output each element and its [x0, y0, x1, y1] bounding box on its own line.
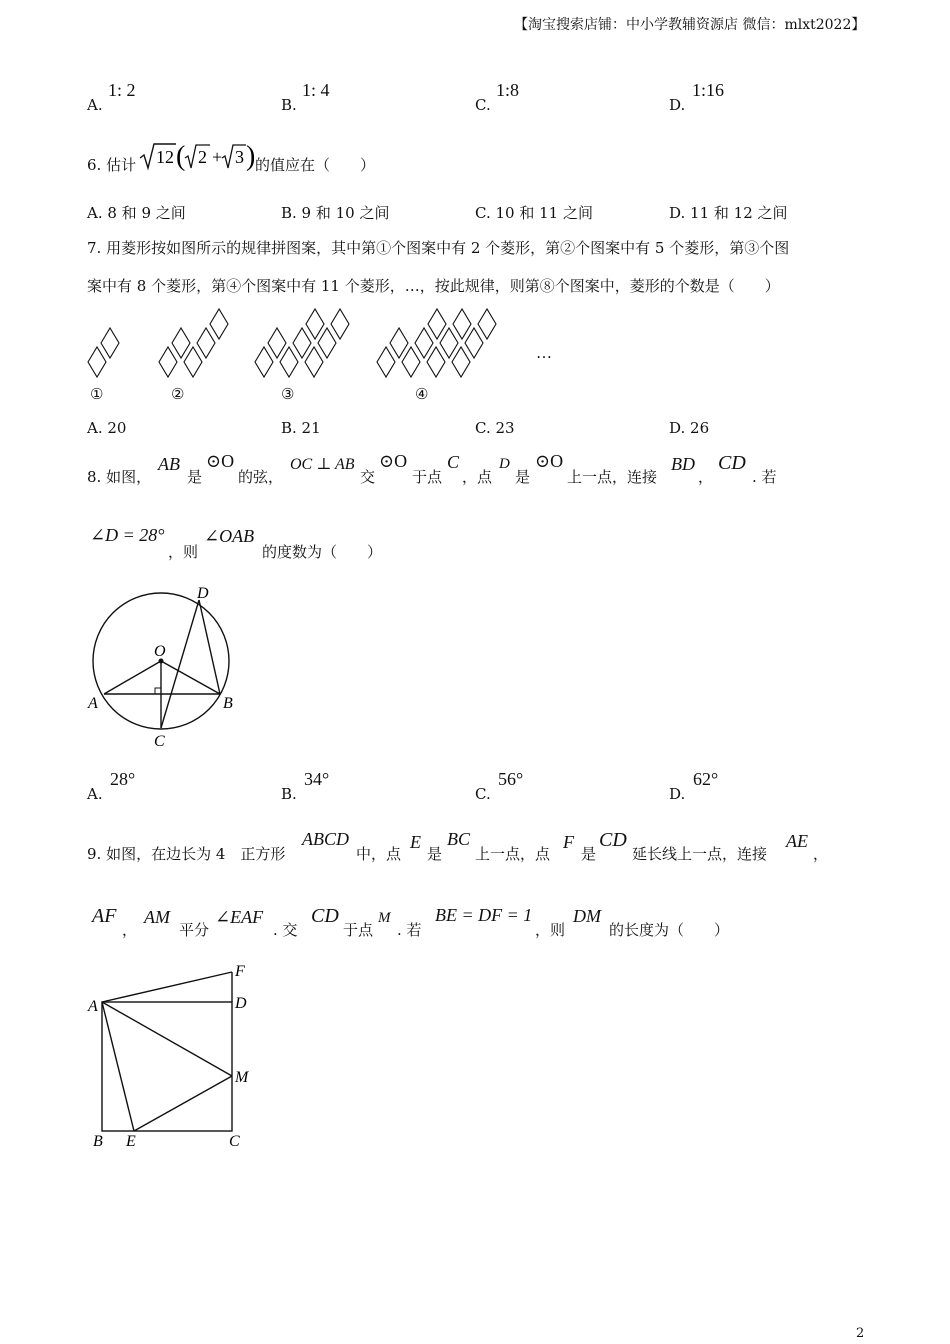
svg-text:(: ( [176, 141, 186, 172]
q9-p6: 延长线上一点，连接 [632, 845, 768, 863]
q9-label-E: E [126, 1133, 136, 1150]
q9-CD2: CD [311, 905, 339, 927]
q8-shangyidian: 上一点，连接 [567, 468, 658, 486]
q6-radicand-12: 12 [156, 147, 174, 167]
q7-label-2: ② [171, 385, 185, 403]
q9-AF: AF [92, 905, 117, 927]
q8-shi2: 是 [515, 468, 531, 486]
q8-label-C: C [154, 733, 165, 750]
q8-OC-perp-AB: OC ⊥ AB [290, 456, 355, 473]
q9-p2: 中，点 [356, 845, 402, 863]
q8-ruo: . 若 [752, 468, 777, 486]
q9-square-figure [84, 958, 264, 1154]
header-text: 【淘宝搜索店铺：中小学教辅资源店 微信：mlxt2022】 [514, 17, 866, 33]
q8-option-a-label: A. [87, 785, 103, 803]
q9-DM: DM [573, 906, 601, 926]
q8-label-O: O [154, 643, 166, 660]
q7-line2: 案中有 8 个菱形，第④个图案中有 11 个菱形，…，按此规律，则第⑧个图案中，菱形的个数是（ ） [87, 277, 780, 295]
q8-ze: ，则 [168, 543, 199, 561]
q9-p5: 是 [581, 845, 597, 863]
q9-p10: . 交 [273, 921, 298, 939]
q8-label-D: D [197, 585, 209, 602]
q5-option-b-value: 1: 4 [302, 80, 330, 100]
q9-F: F [563, 832, 574, 852]
q5-option-b-label: B. [281, 96, 297, 114]
q8-comma: ， [698, 468, 714, 486]
q9-label-B: B [93, 1133, 103, 1150]
q7-pattern-2 [159, 309, 228, 377]
q6-option-a: A. 8 和 9 之间 [87, 204, 186, 222]
q8-label-A: A [88, 695, 98, 712]
q9-p13: ，则 [535, 921, 566, 939]
q6-radicand-2: 2 [198, 147, 207, 167]
q8-comma-dian: ，点 [462, 468, 493, 486]
q8-option-b-label: B. [281, 785, 297, 803]
q7-option-a: A. 20 [87, 419, 127, 437]
page-number: 2 [856, 1326, 865, 1341]
q5-option-a-label: A. [87, 96, 103, 114]
q9-p4: 上一点，点 [475, 845, 551, 863]
q8-circleO2: ⊙O [379, 451, 408, 471]
q7-label-1: ① [90, 385, 104, 403]
q9-ABCD: ABCD [302, 829, 349, 849]
q9-square-ABCD [102, 1002, 232, 1131]
q7-pattern-4 [377, 309, 496, 377]
q5-option-c-label: C. [475, 96, 491, 114]
q8-option-d-label: D. [669, 785, 686, 803]
q6-suffix: 的值应在（ ） [255, 156, 376, 174]
q9-label-F: F [235, 963, 245, 980]
svg-text:): ) [246, 141, 256, 172]
q8-option-c-label: C. [475, 785, 491, 803]
q6-radical-expression [138, 138, 256, 172]
q8-dushu: 的度数为（ ） [262, 543, 383, 561]
q8-D: D [499, 456, 510, 472]
q8-angle-D: ∠D = 28° [90, 525, 165, 545]
q5-option-a-value: 1: 2 [108, 80, 136, 100]
q9-p1: 9. 如图，在边长为 4 正方形 [87, 845, 286, 863]
q9-label-M: M [235, 1069, 249, 1086]
q8-option-a-value: 28° [110, 769, 136, 789]
q9-CD: CD [599, 829, 627, 851]
q8-AB: AB [158, 454, 180, 474]
q7-option-d: D. 26 [669, 419, 710, 437]
q8-label-B: B [223, 695, 233, 712]
q6-option-d: D. 11 和 12 之间 [669, 204, 788, 222]
q7-option-c: C. 23 [475, 419, 515, 437]
q8-circleO: ⊙O [206, 451, 235, 471]
q9-p14: 的长度为（ ） [609, 921, 730, 939]
q6-plus: + [212, 147, 223, 167]
q9-label-A: A [88, 998, 98, 1015]
q6-radicand-3: 3 [235, 147, 244, 167]
q7-label-3: ③ [281, 385, 295, 403]
q8-circleO3: ⊙O [535, 451, 564, 471]
q9-label-C: C [229, 1133, 240, 1150]
q8-prefix: 8. 如图， [87, 468, 152, 486]
q9-p8: ， [122, 921, 138, 939]
q8-option-c-value: 56° [498, 769, 524, 789]
q7-pattern-3 [255, 309, 349, 377]
q7-ellipsis: … [536, 345, 552, 362]
q7-option-b: B. 21 [281, 419, 321, 437]
q9-AM: AM [144, 907, 170, 927]
q9-segment-EM [134, 1076, 232, 1131]
q9-E: E [410, 832, 421, 852]
q9-p3: 是 [427, 845, 443, 863]
q8-jiao: 交 [360, 468, 376, 486]
q7-line1: 7. 用菱形按如图所示的规律拼图案，其中第①个图案中有 2 个菱形，第②个图案中有 5 个菱形，第③个图 [87, 239, 790, 257]
q8-BD: BD [671, 454, 695, 474]
q5-option-c-value: 1:8 [496, 80, 520, 100]
q5-option-d-label: D. [669, 96, 686, 114]
q6-option-b: B. 9 和 10 之间 [281, 204, 390, 222]
q8-circle-figure [84, 580, 244, 752]
q8-xian: 的弦， [238, 468, 284, 486]
q8-shi1: 是 [187, 468, 203, 486]
q8-angle-OAB: ∠OAB [204, 526, 255, 546]
q9-condition: BE = DF = 1 [435, 905, 533, 925]
q9-p12: . 若 [397, 921, 422, 939]
q9-M: M [378, 910, 391, 926]
q9-p11: 于点 [343, 921, 374, 939]
q9-segment-AF [102, 972, 232, 1002]
q9-AE: AE [786, 831, 808, 851]
q7-rhombus-patterns [84, 300, 564, 390]
q9-p9: 平分 [179, 921, 210, 939]
q9-label-D: D [235, 995, 247, 1012]
q9-segment-AM [102, 1002, 232, 1076]
q8-yudian: 于点 [412, 468, 443, 486]
q5-option-d-value: 1:16 [692, 80, 725, 100]
q8-option-b-value: 34° [304, 769, 330, 789]
q7-label-4: ④ [415, 385, 429, 403]
q9-BC: BC [447, 829, 471, 849]
q8-C: C [447, 452, 460, 472]
q6-prefix: 6. 估计 [87, 156, 137, 174]
q8-option-d-value: 62° [693, 769, 719, 789]
q7-pattern-1 [88, 328, 119, 377]
q9-angle-EAF: ∠EAF [215, 907, 264, 927]
q8-CD: CD [718, 452, 746, 474]
q6-option-c: C. 10 和 11 之间 [475, 204, 593, 222]
q9-segment-AE [102, 1002, 134, 1131]
q9-p7: ， [813, 845, 829, 863]
